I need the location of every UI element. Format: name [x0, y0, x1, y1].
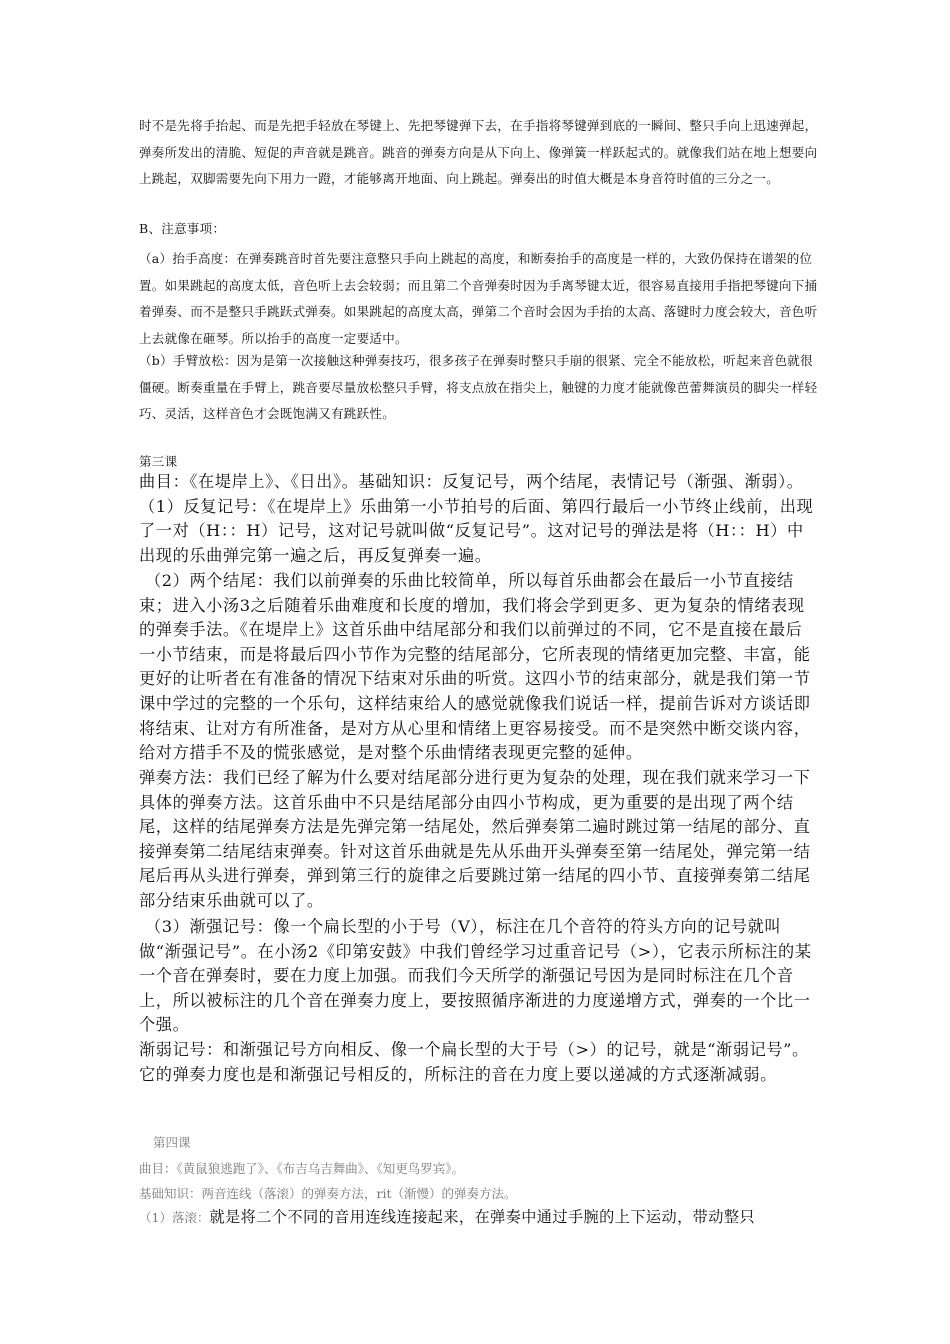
- note-b-paragraph: （b）手臂放松：因为是第一次接触这种弹奏技巧，很多孩子在弹奏时整只手崩的很紧、完全不能放松，听起来音色就很僵硬。断奏重量在手臂上，跳音要尽量放松整只手臂，将支点放在指尖上，触键的力度才能就像芭蕾舞演员的脚尖一样轻巧、灵活，这样音色才会既饱满又有跳跃性。: [139, 353, 818, 421]
- lesson4-item-1-text: 就是将二个不同的音用连线连接起来，在弹奏中通过手腕的上下运动，带动整只: [209, 1208, 756, 1226]
- lesson3-paragraph-2-text: （2）两个结尾：我们以前弹奏的乐曲比较简单，所以每首乐曲都会在最后一小节直接结束；进入小汤3之后随着乐曲难度和长度的增加，我们将会学到更多、更为复杂的情绪表现的弹奏手法。《在堤岸上》这首乐曲中结尾部分和我们以前弹过的不同，它不是直接在最后一小节结束，而是将最后四小节作为完整的结尾部分，它所表现的情绪更加完整、丰富，能更好的让听者在有准备的情况下结束对乐曲的听赏。这四小节的结束部分，就是我们第一节课中学过的完整的一个乐句，这样结束给人的感觉就像我们说话一样，提前告诉对方谈话即将结束、让对方有所准备，是对方从心里和情绪上更容易接受。而不是突然中断交谈内容，给对方措手不及的慌张感觉，是对整个乐曲情绪表现更完整的延伸。: [139, 571, 811, 763]
- lesson4-pieces: 曲目：《黄鼠狼逃跑了》、《布吉乌吉舞曲》、《知更鸟罗宾》。: [139, 1161, 465, 1176]
- lesson3-paragraph-2: [139, 569, 819, 766]
- lesson3-paragraph-3: 弹奏方法：我们已经了解为什么要对结尾部分进行更为复杂的处理，现在我们就来学习一下具体的弹奏方法。这首乐曲中不只是结尾部分由四小节构成，更为重要的是出现了两个结尾，这样的结尾弹奏方法是先弹完第一结尾处，然后弹奏第二遍时跳过第一结尾的部分、直接弹奏第二结尾结束弹奏。针对这首乐曲就是先从乐曲开头弹奏至第一结尾处，弹完第一结尾后再从头进行弹奏，弹到第三行的旋律之后要跳过第一结尾的四小节、直接弹奏第二结尾部分结束乐曲就可以了。: [139, 768, 811, 910]
- lesson3-title: 第三课: [139, 454, 178, 469]
- notes-heading: B、注意事项：: [139, 221, 226, 236]
- lesson3-paragraph-4: [139, 915, 819, 1038]
- note-a-paragraph: （a）抬手高度：在弹奏跳音时首先要注意整只手向上跳起的高度，和断奏抬手的高度是一样的，大致仍保持在谱架的位置。如果跳起的高度太低，音色听上去会较弱；而且第二个音弹奏时因为手离琴键太近，很容易直接用手指把琴键向下捅着弹奏、而不是整只手跳跃式弹奏。如果跳起的高度太高，弹第二个音时会因为手抬的太高、落键时力度会较大，音色听上去就像在砸琴。所以抬手的高度一定要适中。: [139, 251, 818, 346]
- lesson3-paragraph-5: 渐弱记号：和渐强记号方向相反、像一个扁长型的大于号（>）的记号，就是“渐弱记号”。它的弹奏力度也是和渐强记号相反的，所标注的音在力度上要以递减的方式逐渐减弱。: [139, 1040, 809, 1084]
- lesson3-paragraph-4-text: （3）渐强记号：像一个扁长型的小于号（V），标注在几个音符的符头方向的记号就叫做“渐强记号”。在小汤2《印第安鼓》中我们曾经学习过重音记号（>），它表示所标注的某一个音在弹奏时，要在力度上加强。而我们今天所学的渐强记号因为是同时标注在几个音上，所以被标注的几个音在弹奏力度上，要按照循序渐进的力度递增方式，弹奏的一个比一个强。: [139, 917, 812, 1035]
- lesson4-title: 第四课: [153, 1135, 191, 1150]
- lesson3-paragraph-1: 曲目：《在堤岸上》、《日出》。基础知识：反复记号，两个结尾，表情记号（渐强、渐弱）。（1）反复记号：《在堤岸上》乐曲第一小节拍号的后面、第四行最后一小节终止线前，出现了一对（H：：H）记号，这对记号就叫做“反复记号”。这对记号的弹法是将（H：：H）中出现的乐曲弹完第一遍之后，再反复弹奏一遍。: [139, 472, 814, 565]
- lesson4-item-1-label: （1）落滚：: [139, 1210, 210, 1225]
- lesson4-basics: 基础知识：两音连线（落滚）的弹奏方法，rit（渐慢）的弹奏方法。: [139, 1186, 517, 1201]
- lesson4-item-1: [139, 1205, 829, 1230]
- staccato-intro-paragraph: 时不是先将手抬起、而是先把手轻放在琴键上、先把琴键弹下去，在手指将琴键弹到底的一瞬间、整只手向上迅速弹起，弹奏所发出的清脆、短促的声音就是跳音。跳音的弹奏方向是从下向上、像弹簧一样跃起式的。就像我们站在地上想要向上跳起，双脚需要先向下用力一蹬，才能够离开地面、向上跳起。弹奏出的时值大概是本身音符时值的三分之一。: [139, 118, 818, 186]
